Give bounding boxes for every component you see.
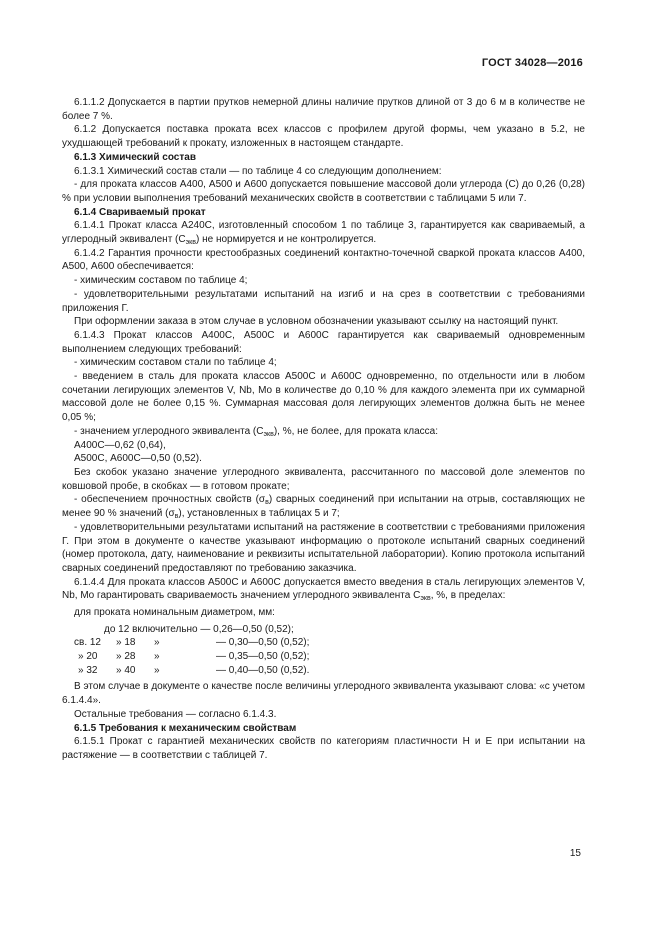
range-value: — 0,40—0,50 (0,52).: [216, 664, 310, 676]
range-to: » 40: [116, 664, 136, 676]
paragraph-6-1-5-1: 6.1.5.1 Прокат с гарантией механических свойств по категориям пластичности Н и Е при испытании на растяжение — в соответствии с таблицей 7.: [62, 736, 585, 761]
list-item: [62, 425, 585, 439]
range-from: » 32: [78, 664, 98, 676]
subscript: экв: [263, 430, 274, 438]
range-row: [62, 650, 585, 664]
range-text: до 12 включительно — 0,26—0,50 (0,52);: [104, 623, 294, 635]
page-number: 15: [569, 848, 581, 859]
value-line: А500С, А600С—0,50 (0,52).: [74, 453, 202, 465]
paragraph-6-1-4-2: 6.1.4.2 Гарантия прочности крестообразных соединений контактно-точечной сваркой проката классов А400, А500, А600 обеспечивается:: [62, 247, 585, 273]
heading-6-1-3: 6.1.3 Химический состав: [74, 151, 196, 163]
range-unit: »: [154, 637, 160, 649]
list-item: - химическим составом стали по таблице 4;: [74, 357, 277, 369]
paragraph-6-1-1-2: 6.1.1.2 Допускается в партии прутков немерной длины наличие прутков длиной от 3 до 6 м в количестве не более 7 %.: [62, 97, 585, 122]
paragraph-6-1-4-3: 6.1.4.3 Прокат классов А400С, А500С и А600С гарантируется как свариваемый одновременным выполнением следующих требований:: [62, 329, 585, 355]
text-part: ) не нормируется и не контролируется.: [195, 234, 377, 246]
range-row: [62, 623, 585, 637]
paragraph: для проката номинальным диаметром, мм:: [74, 607, 275, 619]
list-item: - химическим составом по таблице 4;: [74, 275, 248, 287]
heading-6-1-5: 6.1.5 Требования к механическим свойствам: [74, 722, 297, 734]
text-part: - обеспечением прочностных свойств (σ: [74, 494, 266, 506]
value-line: А400С—0,62 (0,64),: [74, 439, 166, 451]
list-item: - удовлетворительными результатами испытаний на изгиб и на срез в соответствии с требованиями приложения Г.: [62, 288, 585, 314]
range-row: [62, 664, 585, 678]
list-item: - удовлетворительными результатами испытаний на растяжение в соответствии с требованиями приложения Г. При этом в документе о качестве указывают информацию о протоколе испытаний сварных соединений (номер протокола, дату, наименование и реквизиты испытательной лаборатории). Копию протокола испытаний сварных соединений предоставляют по требованию заказчика.: [62, 521, 585, 574]
subscript: в: [265, 499, 269, 507]
text-part: 6.1.4.4 Для проката классов А500С и А600С допускается вместо введения в сталь легирующих элементов V, Nb, Mo гарантировать свариваемость значением углеродного эквивалента С: [62, 576, 585, 602]
paragraph: При оформлении заказа в этом случае в условном обозначении указывают ссылку на настоящий пункт.: [74, 316, 559, 328]
list-item: [62, 493, 585, 520]
paragraph: Остальные требования — согласно 6.1.4.3.: [74, 708, 277, 720]
document-body: [62, 96, 585, 763]
heading-6-1-4: 6.1.4 Свариваемый прокат: [74, 206, 206, 218]
paragraph-6-1-3-1: 6.1.3.1 Химический состав стали — по таблице 4 со следующим дополнением:: [74, 165, 442, 177]
standard-header: ГОСТ 34028—2016: [481, 57, 583, 69]
range-unit: »: [154, 651, 160, 663]
range-row: [62, 636, 585, 650]
range-from: св. 12: [74, 637, 101, 649]
text-part: - значением углеродного эквивалента (С: [74, 425, 264, 437]
diameter-range-list: [62, 623, 585, 678]
range-to: » 28: [116, 651, 136, 663]
text-part: ), установленных в таблицах 5 и 7;: [178, 508, 340, 520]
range-from: » 20: [78, 651, 98, 663]
subscript: в: [174, 513, 179, 521]
paragraph: Без скобок указано значение углеродного эквивалента, рассчитанного по массовой доле элементов по ковшовой пробе, в скобках — в готовом прокате;: [62, 466, 585, 492]
text-part: , %, в пределах:: [430, 590, 506, 602]
text-part: 6.1.4.1 Прокат класса А240С, изготовленный способом 1 по таблице 3, гарантируется как свариваемый, а углеродный эквивалент (С: [62, 220, 585, 246]
paragraph: В этом случае в документе о качестве после величины углеродного эквивалента указывают слова: «с учетом 6.1.4.4».: [62, 681, 585, 707]
list-item-carbon: - для проката классов А400, А500 и А600 допускается повышение массовой доли углерода (С) до 0,26 (0,28) % при условии выполнения требований механических свойств в соответствии с таблицами 5 или 7.: [62, 179, 585, 204]
paragraph-6-1-4-1: [62, 219, 585, 246]
paragraph-6-1-2: 6.1.2 Допускается поставка проката всех классов с профилем другой формы, чем указано в 5.2, не ухудшающей требований к прокату, изложенных в настоящем стандарте.: [62, 124, 585, 150]
range-to: » 18: [116, 637, 136, 649]
subscript: экв: [185, 239, 196, 247]
text-part: ) сварных соединений при испытании на отрыв, составляющих не менее 90 % значений (σ: [62, 494, 586, 520]
list-item: - введением в сталь для проката классов А500С и А600С одновременно, по отдельности или в любом сочетании легирующих элементов V, Nb, Mo в количестве до 0,10 % для каждого элемента при их суммарной массовой доле не более 0,15 %. Суммарная массовая доля легирующих элементов должна быть не менее 0,05 %;: [62, 371, 585, 424]
range-unit: »: [154, 664, 160, 676]
range-value: — 0,35—0,50 (0,52);: [216, 651, 310, 663]
paragraph-6-1-4-4: [62, 576, 585, 603]
text-part: ), %, не более, для проката класса:: [273, 425, 438, 437]
subscript: экв: [420, 595, 431, 603]
range-value: — 0,30—0,50 (0,52);: [216, 637, 310, 649]
